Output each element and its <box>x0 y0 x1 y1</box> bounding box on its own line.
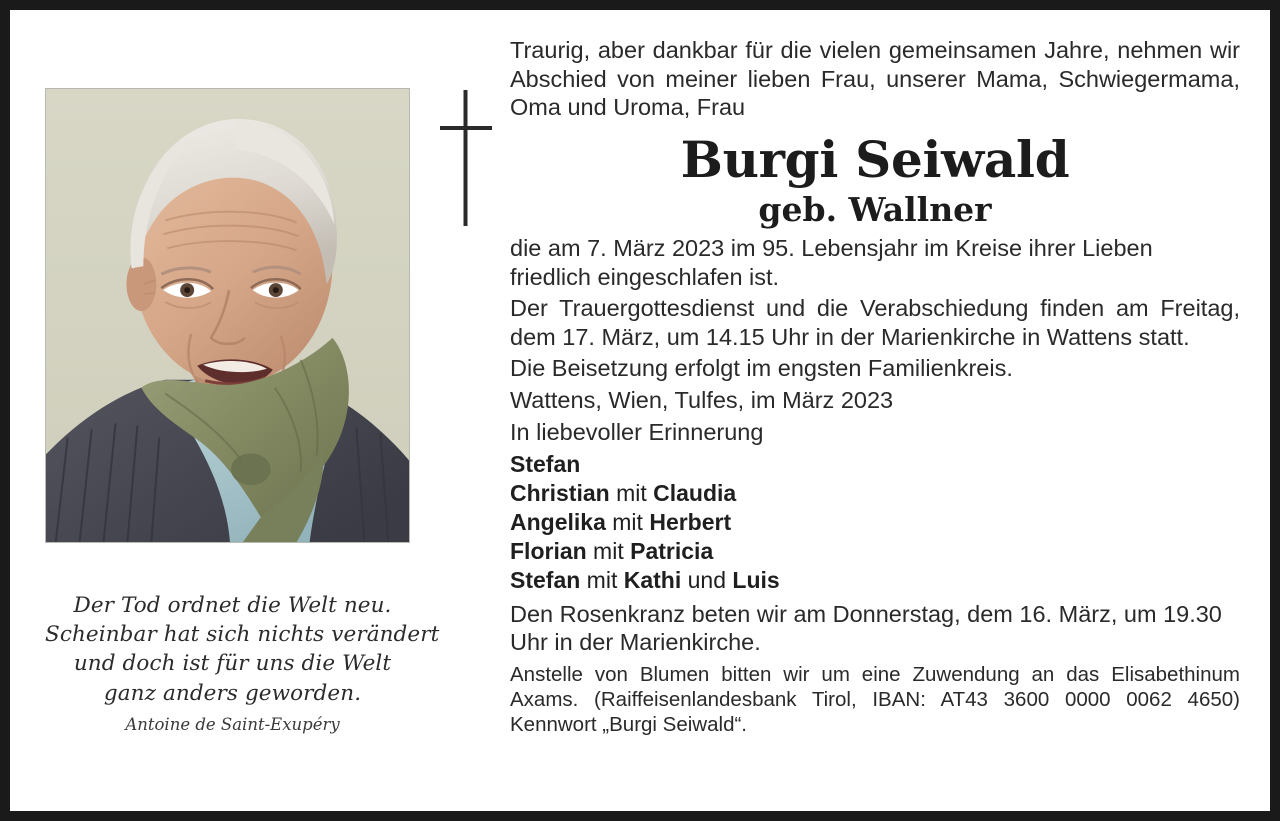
verse-line-3: und doch ist für uns die Welt <box>73 651 392 677</box>
mourner-secondary: Kathi <box>623 566 682 593</box>
donation-paragraph: Anstelle von Blumen bitten wir um eine Zuwendung an das Elisabethinum Axams. (Raiffeisenlandesbank Tirol, IBAN: AT43 3600 0000 0062 4650) Kennwort „Burgi Seiwald“. <box>510 663 1240 737</box>
verse-line-4: ganz anders geworden. <box>103 680 362 706</box>
mourner-secondary: Herbert <box>649 509 732 535</box>
mourner-row <box>510 566 1240 595</box>
mourner-row <box>510 479 1240 508</box>
mourner-conn1: mit <box>605 509 650 535</box>
mourner-primary: Angelika <box>510 509 606 535</box>
mourner-primary: Stefan <box>510 451 581 478</box>
mourner-conn2: und <box>681 566 733 593</box>
mourner-secondary: Claudia <box>653 480 737 507</box>
notice-inner <box>10 10 1270 811</box>
verse-line-2: Scheinbar hat sich nichts verändert <box>45 622 440 648</box>
death-paragraph: die am 7. März 2023 im 95. Lebensjahr im Kreise ihrer Lieben friedlich eingeschlafen ist. <box>510 235 1153 290</box>
mourner-row <box>510 508 1240 537</box>
mourner-conn1: mit <box>586 537 631 564</box>
mourner-row <box>510 450 1240 479</box>
mourner-conn1: mit <box>580 566 624 593</box>
mourner-conn1: mit <box>609 480 654 507</box>
deceased-maiden-name: geb. Wallner <box>758 189 992 229</box>
rosary-paragraph: Den Rosenkranz beten wir am Donnerstag, dem 16. März, um 19.30 Uhr in der Marienkirche. <box>510 600 1222 656</box>
places-paragraph: Wattens, Wien, Tulfes, im März 2023 <box>510 386 894 413</box>
portrait-photo <box>45 88 410 543</box>
service-paragraph: Der Trauergottesdienst und die Verabschiedung finden am Freitag, dem 17. März, um 14.15 Uhr in der Marienkirche in Wattens statt. <box>510 295 1240 350</box>
portrait-illustration <box>46 89 409 542</box>
mourners-list <box>510 450 1240 595</box>
mourner-primary: Florian <box>510 537 587 564</box>
verse-text <box>45 591 440 708</box>
deceased-name: Burgi Seiwald <box>680 129 1070 189</box>
burial-paragraph: Die Beisetzung erfolgt im engsten Familienkreis. <box>510 355 1013 382</box>
mourner-secondary: Patricia <box>630 537 714 564</box>
latin-cross-icon <box>437 90 497 226</box>
verse-line-1: Der Tod ordnet die Welt neu. <box>73 593 392 618</box>
deceased-heading <box>510 129 1240 230</box>
mourner-tertiary: Luis <box>732 566 780 593</box>
verse-author: Antoine de Saint-Exupéry <box>125 714 340 734</box>
memory-paragraph: In liebevoller Erinnerung <box>510 418 764 445</box>
cross-symbol <box>437 90 497 226</box>
mourner-primary: Christian <box>510 480 610 507</box>
right-column <box>510 36 1240 738</box>
mourner-row <box>510 537 1240 566</box>
intro-paragraph: Traurig, aber dankbar für die vielen gemeinsamen Jahre, nehmen wir Abschied von meiner lieben Frau, unserer Mama, Schwiegermama, Oma und Uroma, Frau <box>510 37 1240 121</box>
mourner-primary: Stefan <box>510 566 581 593</box>
left-column <box>45 88 440 734</box>
